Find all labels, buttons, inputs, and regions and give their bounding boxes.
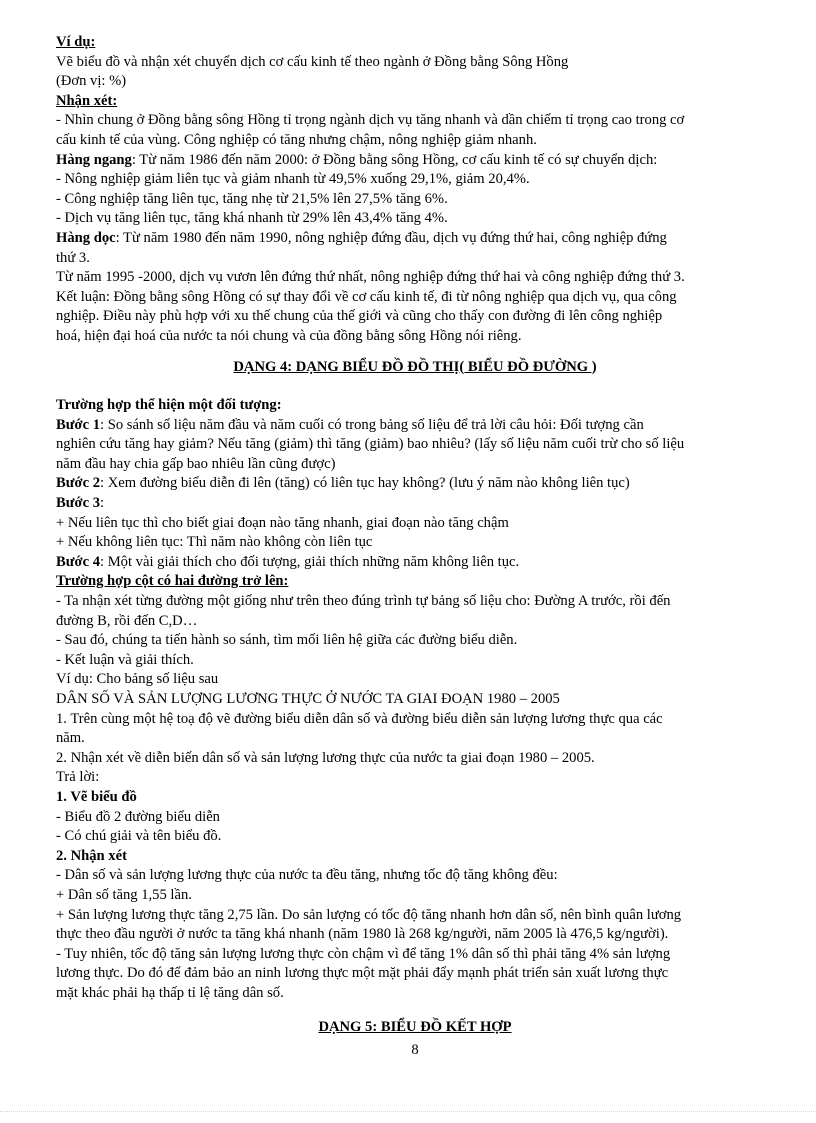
paragraph-line: [56, 474, 774, 494]
table-title: DÂN SỐ VÀ SẢN LƯỢNG LƯƠNG THỰC Ở NƯỚC TA GIAI ĐOẠN 1980 – 2005: [56, 691, 560, 707]
paragraph-line: - Kết luận và giải thích.: [56, 651, 194, 668]
row-text: : Từ năm 1986 đến năm 2000: ở Đồng bằng sông Hồng, cơ cấu kinh tế có sự chuyển dịch:: [131, 151, 658, 168]
paragraph-line: - Ta nhận xét từng đường một giống như trên theo đúng trình tự bảng số liệu cho: Đường A trước, rồi đến: [56, 593, 671, 610]
step-label: Bước 1: [56, 416, 100, 433]
column-label: Hàng dọc: [56, 229, 116, 246]
step-label: Bước 3: [56, 495, 100, 512]
paragraph-line: năm.: [56, 730, 85, 747]
paragraph-line: - Tuy nhiên, tốc độ tăng sản lượng lương thực còn chậm vì để tăng 1% dân số thì phải tăng 4% sản lượng: [56, 945, 671, 962]
paragraph-line: nghiệp. Điều này phù hợp với xu thế chung của thế giới và cũng cho thấy con đường đi lên công nghiệp: [56, 308, 663, 325]
paragraph-line: năm đầu hay chia gấp bao nhiêu lần cũng được): [56, 455, 336, 472]
paragraph-line: thứ 3.: [56, 249, 90, 266]
paragraph-line: lương thực. Do đó để đảm bảo an ninh lương thực một mặt phải đẩy mạnh phát triển sản xuất lương thực: [56, 965, 669, 982]
page-number: 8: [411, 1042, 419, 1059]
document-page: [56, 33, 774, 1061]
step-label: Bước 4: [56, 553, 100, 570]
step-text: : So sánh số liệu năm đầu và năm cuối có trong bảng số liệu để trả lời câu hỏi: Đối tượng cần: [100, 416, 644, 433]
answer-heading-draw: 1. Vẽ biểu đồ: [56, 788, 137, 805]
subheading-single-object: Trường hợp thể hiện một đối tượng:: [56, 397, 282, 414]
paragraph-line: + Dân số tăng 1,55 lần.: [56, 886, 192, 903]
step-text: : Xem đường biểu diễn đi lên (tăng) có liên tục hay không? (lưu ý năm nào không liên tục): [100, 475, 630, 492]
paragraph-line: - Có chú giải và tên biểu đồ.: [56, 828, 222, 845]
paragraph-line: + Nếu liên tục thì cho biết giai đoạn nào tăng nhanh, giai đoạn nào tăng chậm: [56, 514, 509, 531]
paragraph-line: đường B, rồi đến C,D…: [56, 612, 198, 629]
paragraph-line: Ví dụ: Cho bảng số liệu sau: [56, 671, 219, 688]
unit-note: (Đơn vị: %): [56, 73, 127, 90]
paragraph-line: + Nếu không liên tục: Thì năm nào không còn liên tục: [56, 534, 373, 551]
paragraph-line: [56, 416, 774, 436]
section-heading-dang-4: DẠNG 4: DẠNG BIỂU ĐỒ ĐỒ THỊ( BIỂU ĐỒ ĐƯỜNG ): [233, 358, 597, 375]
paragraph-line: - Nông nghiệp giảm liên tục và giảm nhanh từ 49,5% xuống 29,1%, giảm 20,4%.: [56, 171, 530, 188]
paragraph-line: - Nhìn chung ở Đồng bằng sông Hồng tỉ trọng ngành dịch vụ tăng nhanh và dần chiếm tỉ trọng cao trong cơ: [56, 112, 685, 129]
paragraph-line: + Sản lượng lương thực tăng 2,75 lần. Do sản lượng có tốc độ tăng nhanh hơn dân số, nên bình quân lương: [56, 906, 682, 923]
paragraph-line: - Biểu đồ 2 đường biểu diễn: [56, 808, 220, 825]
paragraph-line: cấu kinh tế của vùng. Công nghiệp có tăng nhưng chậm, nông nghiệp giảm nhanh.: [56, 131, 537, 148]
paragraph-line: thực theo đầu người ở nước ta tăng khá nhanh (năm 1980 là 268 kg/người, năm 2005 là 476,5 kg/người).: [56, 926, 669, 943]
paragraph-line: - Công nghiệp tăng liên tục, tăng nhẹ từ 21,5% lên 27,5% tăng 6%.: [56, 190, 448, 207]
subheading-multi-line: Trường hợp cột có hai đường trở lên:: [56, 573, 289, 590]
paragraph-line: 2. Nhận xét về diễn biến dân số và sản lượng lương thực của nước ta giai đoạn 1980 – 2005.: [56, 749, 595, 766]
example-task: Vẽ biểu đồ và nhận xét chuyển dịch cơ cấu kinh tế theo ngành ở Đồng bằng Sông Hồng: [56, 53, 569, 70]
answer-heading-remarks: 2. Nhận xét: [56, 847, 127, 864]
paragraph-line: [56, 151, 774, 171]
paragraph-line: Từ năm 1995 -2000, dịch vụ vươn lên đứng thứ nhất, nông nghiệp đứng thứ hai và công nghiệp đứng thứ 3.: [56, 269, 685, 286]
paragraph-line: Trả lời:: [56, 769, 100, 786]
step-text: : Một vài giải thích cho đối tượng, giải thích những năm không liên tục.: [100, 553, 520, 570]
paragraph-line: - Sau đó, chúng ta tiến hành so sánh, tìm mối liên hệ giữa các đường biểu diễn.: [56, 632, 518, 649]
row-label: Hàng ngang: [56, 151, 132, 168]
paragraph-line: hoá, hiện đại hoá của nước ta nói chung và của đồng bằng sông Hồng nói riêng.: [56, 327, 522, 344]
paragraph-line: Kết luận: Đồng bằng sông Hồng có sự thay đổi về cơ cấu kinh tế, đi từ nông nghiệp qua dịch vụ, qua công: [56, 288, 677, 305]
paragraph-line: mặt khác phải hạ thấp tỉ lệ tăng dân số.: [56, 984, 284, 1001]
paragraph-line: [56, 494, 774, 514]
column-text: : Từ năm 1980 đến năm 1990, nông nghiệp đứng đầu, dịch vụ đứng thứ hai, công nghiệp đứng: [115, 229, 667, 246]
page-bottom-divider: [0, 1111, 816, 1112]
example-label: Ví dụ:: [56, 34, 96, 50]
paragraph-line: 1. Trên cùng một hệ toạ độ vẽ đường biểu diễn dân số và đường biểu diễn sản lượng lương thực qua các: [56, 710, 663, 727]
paragraph-line: - Dịch vụ tăng liên tục, tăng khá nhanh từ 29% lên 43,4% tăng 4%.: [56, 210, 448, 227]
remarks-label: Nhận xét:: [56, 92, 118, 109]
paragraph-line: [56, 553, 774, 573]
paragraph-line: - Dân số và sản lượng lương thực của nước ta đều tăng, nhưng tốc độ tăng không đều:: [56, 867, 558, 884]
section-heading-dang-5: DẠNG 5: BIỂU ĐỒ KẾT HỢP: [318, 1018, 512, 1035]
paragraph-line: nghiên cứu tăng hay giảm? Nếu tăng (giảm) thì tăng (giảm) bao nhiêu? (lấy số liệu năm cuối trừ cho số liệu: [56, 436, 685, 453]
paragraph-line: [56, 229, 774, 249]
step-text: :: [100, 495, 105, 512]
step-label: Bước 2: [56, 475, 100, 492]
